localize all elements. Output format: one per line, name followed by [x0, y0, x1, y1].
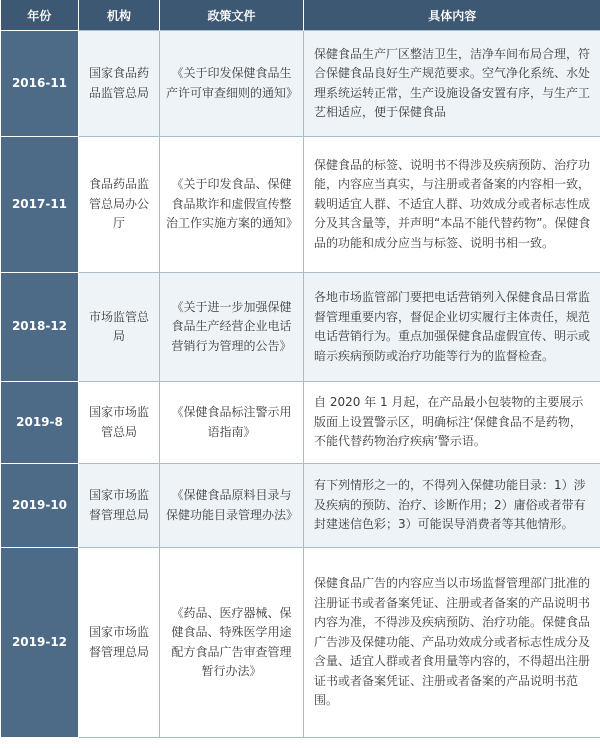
org-cell: 国家市场监督管理总局 — [79, 464, 160, 548]
content-cell: 自 2020 年 1 月起，在产品最小包装物的主要展示版面上设置警示区，明确标注‘保健食品不是药物，不能代替药物治疗疾病’警示语。 — [304, 382, 600, 464]
header-content: 具体内容 — [304, 0, 600, 31]
org-cell: 国家市场监督管理总局 — [79, 548, 160, 738]
year-cell: 2019-8 — [1, 382, 79, 464]
header-org: 机构 — [79, 0, 160, 31]
header-doc: 政策文件 — [160, 0, 304, 31]
doc-cell: 《保健食品原料目录与保健功能目录管理办法》 — [160, 464, 304, 548]
year-cell: 2019-10 — [1, 464, 79, 548]
org-cell: 国家市场监管总局 — [79, 382, 160, 464]
org-cell: 国家食品药品监管总局 — [79, 31, 160, 137]
content-cell: 保健食品的标签、说明书不得涉及疾病预防、治疗功能，内容应当真实，与注册或者备案的内容相一致，载明适宜人群、不适宜人群、功效成分或者标志性成分及其含量等，并声明“本品不能代替药物”。保健食品的功能和成分应当与标签、说明书相一致。 — [304, 137, 600, 273]
table-row — [1, 548, 600, 738]
content-cell: 保健食品广告的内容应当以市场监督管理部门批准的注册证书或者备案凭证、注册或者备案的产品说明书内容为准，不得涉及疾病预防、治疗功能。保健食品广告涉及保健功能、产品功效成分或者标志性成分及含量、适宜人群或者食用量等内容的，不得超出注册证书或者备案凭证、注册或者备案的产品说明书范围。 — [304, 548, 600, 738]
doc-cell: 《关于印发食品、保健食品欺诈和虚假宣传整治工作实施方案的通知》 — [160, 137, 304, 273]
doc-cell: 《关于进一步加强保健食品生产经营企业电话营销行为管理的公告》 — [160, 273, 304, 382]
content-cell: 有下列情形之一的，不得列入保健功能目录：1）涉及疾病的预防、治疗、诊断作用；2）庸俗或者带有封建迷信色彩；3）可能误导消费者等其他情形。 — [304, 464, 600, 548]
content-cell: 各地市场监管部门要把电话营销列入保健食品日常监督管理重要内容，督促企业切实履行主体责任，规范电话营销行为。重点加强保健食品虚假宣传、明示或暗示疾病预防或治疗功能等行为的监督检查。 — [304, 273, 600, 382]
table-row — [1, 137, 600, 273]
table-row — [1, 273, 600, 382]
table-header-row — [1, 0, 600, 31]
doc-cell: 《关于印发保健食品生产许可审查细则的通知》 — [160, 31, 304, 137]
content-cell: 保健食品生产厂区整洁卫生，洁净车间布局合理，符合保健食品良好生产规范要求。空气净化系统、水处理系统运转正常，生产设施设备安置有序，与生产工艺相适应，便于保健食品 — [304, 31, 600, 137]
year-cell: 2016-11 — [1, 31, 79, 137]
org-cell: 市场监管总局 — [79, 273, 160, 382]
year-cell: 2017-11 — [1, 137, 79, 273]
table-row — [1, 31, 600, 137]
year-cell: 2018-12 — [1, 273, 79, 382]
doc-cell: 《保健食品标注警示用语指南》 — [160, 382, 304, 464]
table-row — [1, 464, 600, 548]
year-cell: 2019-12 — [1, 548, 79, 738]
doc-cell: 《药品、医疗器械、保健食品、特殊医学用途配方食品广告审查管理暂行办法》 — [160, 548, 304, 738]
org-cell: 食品药品监管总局办公厅 — [79, 137, 160, 273]
table-row — [1, 382, 600, 464]
header-year: 年份 — [1, 0, 79, 31]
